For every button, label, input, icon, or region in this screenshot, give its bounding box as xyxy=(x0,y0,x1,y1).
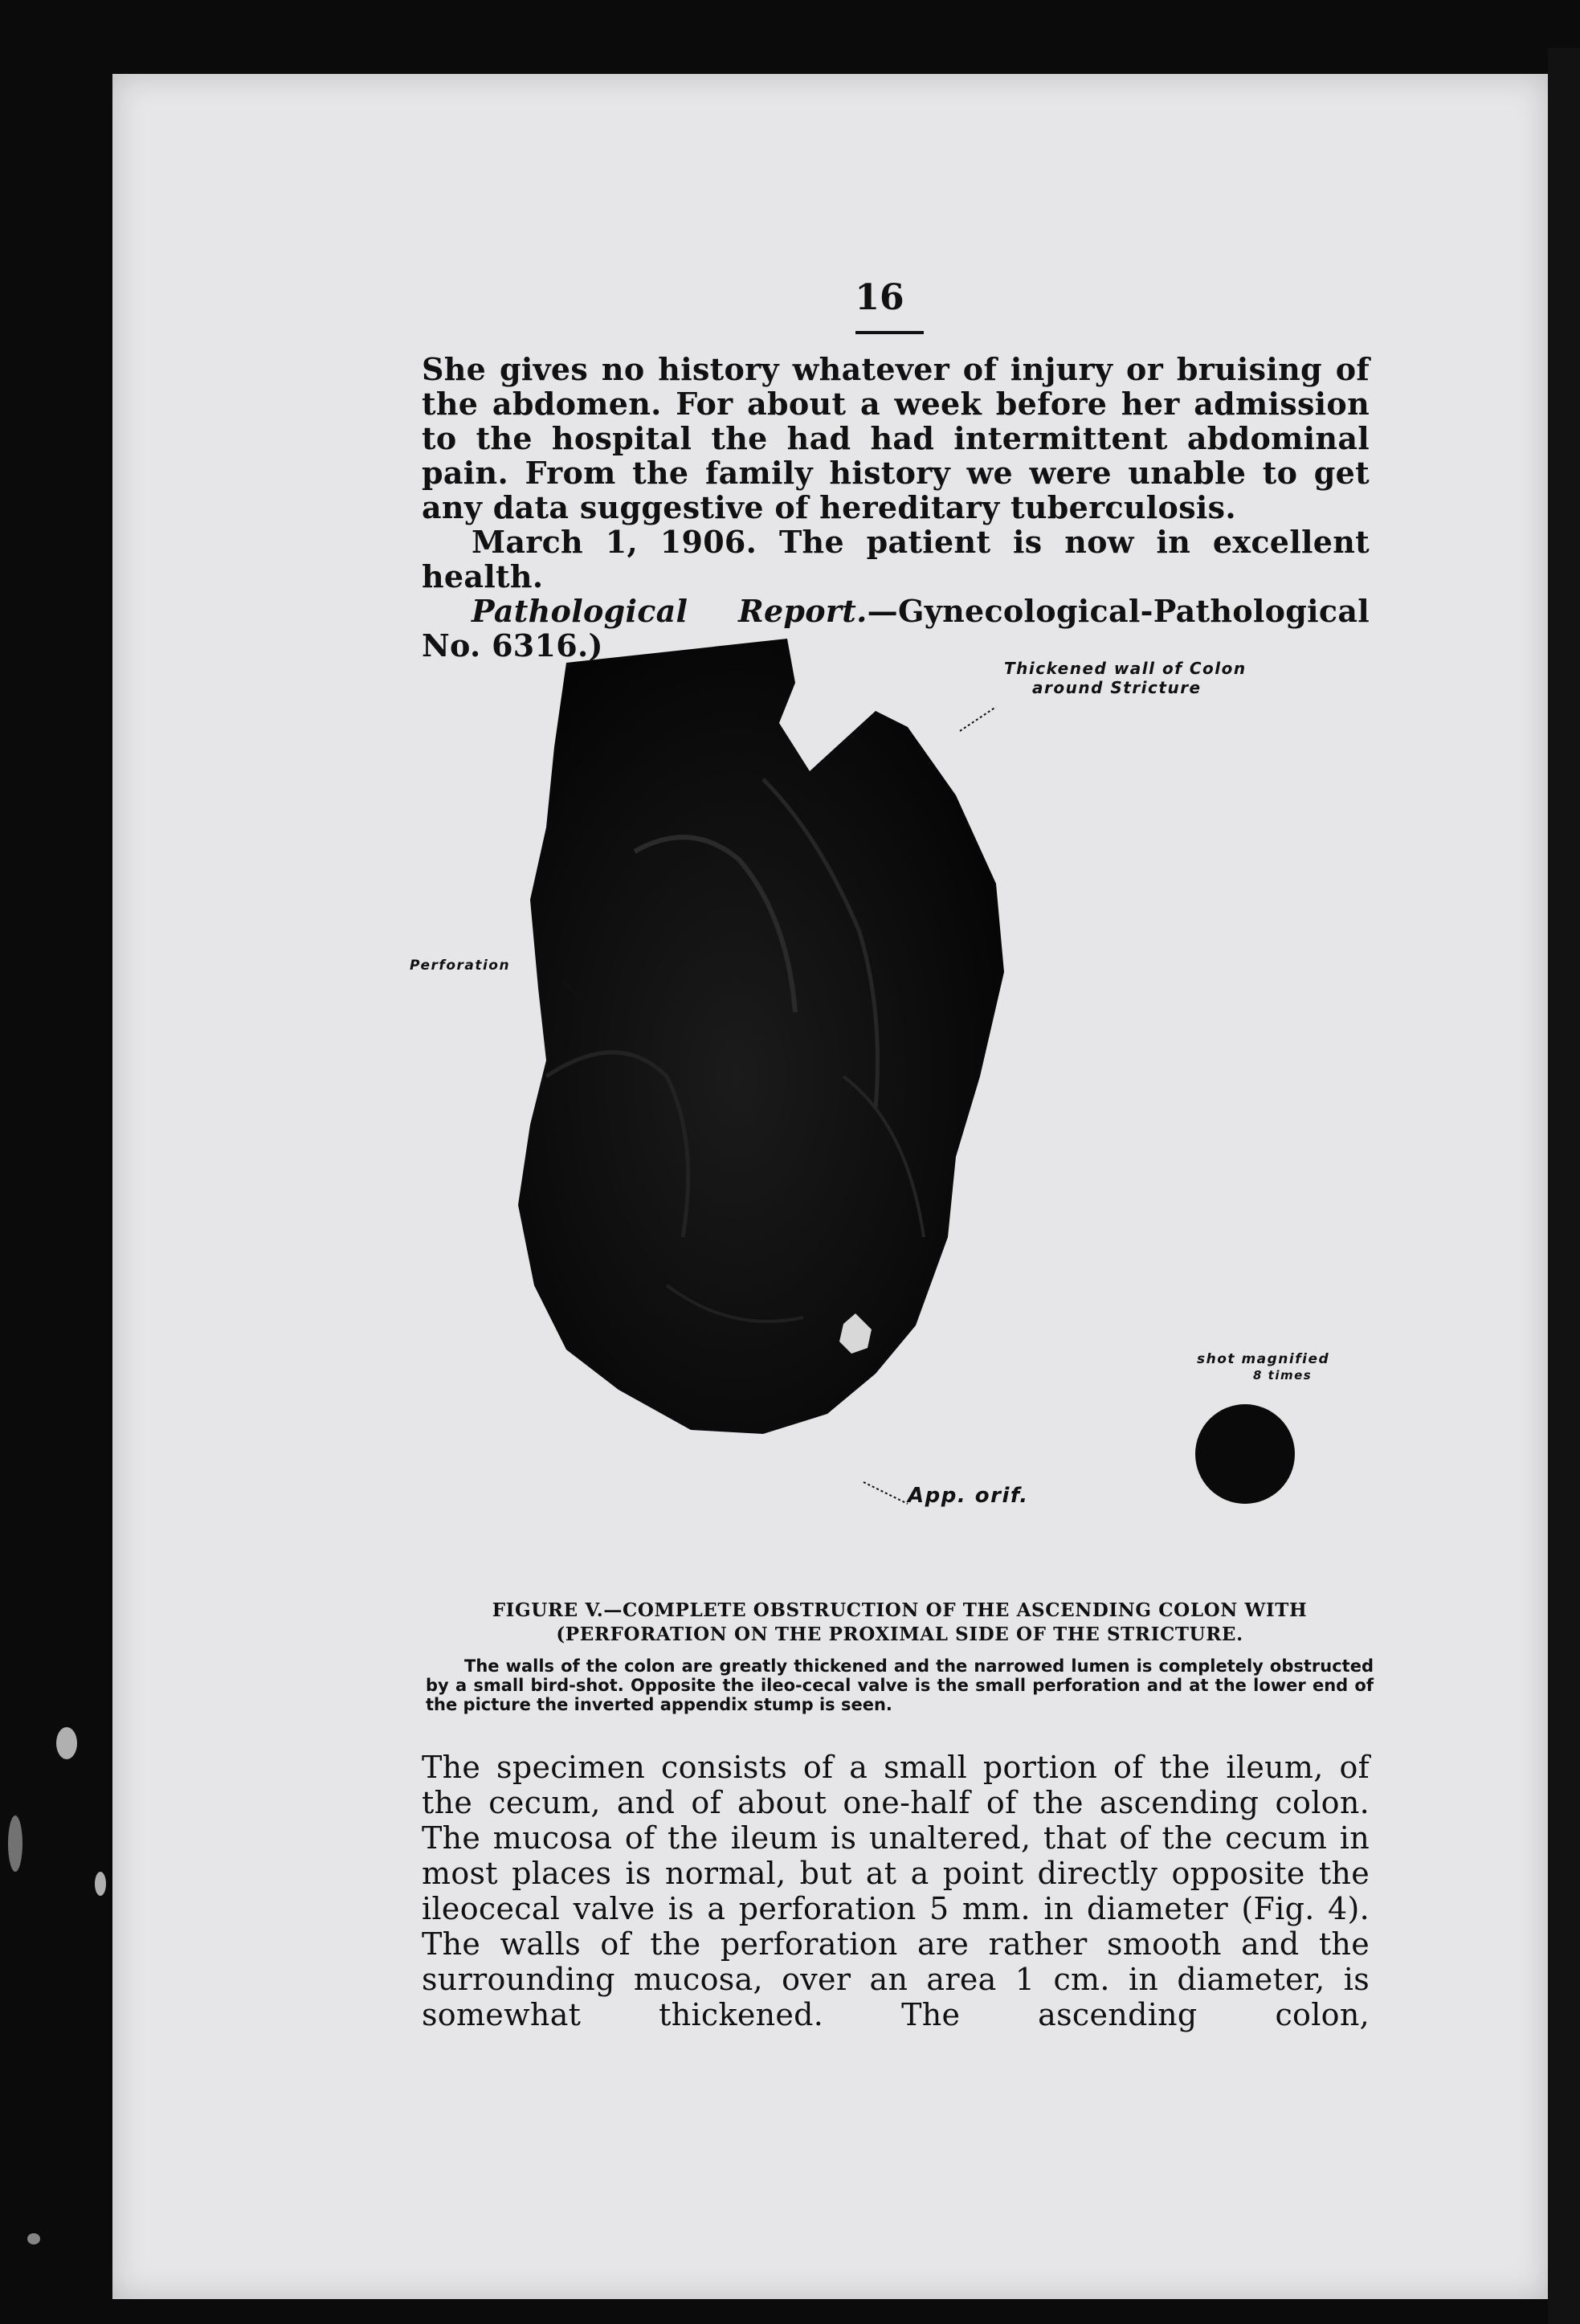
specimen-figure xyxy=(410,627,1374,1583)
colon-specimen xyxy=(518,639,1004,1434)
page-number-rule xyxy=(855,331,924,334)
scan-edge-strip xyxy=(1548,48,1580,2324)
caption-title-line1: FIGURE V.—COMPLETE OBSTRUCTION OF THE ASCENDING COLON WITH xyxy=(492,1599,1308,1621)
opening-paragraph xyxy=(422,352,1370,663)
date-line: March 1, 1906. The patient is now in excellent health. xyxy=(422,524,1370,594)
appendix-pointer xyxy=(863,1482,908,1504)
history-paragraph: She gives no history whatever of injury or bruising of the abdomen. For about a week before her admission to the hospital the had had intermittent abdominal pain. From the family history we were unable to get any data suggestive of hereditary tuberculosis. xyxy=(422,351,1370,525)
page-number: 16 xyxy=(855,277,904,318)
shot-label xyxy=(1197,1350,1329,1382)
specimen-illustration xyxy=(426,627,1374,1583)
perforation-label: Perforation xyxy=(410,958,511,974)
thickened-wall-label-line2: around Stricture xyxy=(1032,678,1202,697)
thickened-wall-label xyxy=(1004,659,1247,697)
caption-description: The walls of the colon are greatly thickened and the narrowed lumen is completely obstructed by a small bird-shot. Opposite the ileo-cecal valve is the small perforation and at the lower end of the picture the inverted appendix stump is seen. xyxy=(426,1656,1374,1714)
figure-caption-title xyxy=(426,1599,1374,1647)
thickened-wall-pointer xyxy=(960,707,996,731)
scan-speck xyxy=(8,1815,22,1872)
shot-label-line2: 8 times xyxy=(1253,1368,1313,1383)
magnified-shot xyxy=(1195,1404,1295,1504)
scan-speck xyxy=(95,1872,106,1896)
scan-speck xyxy=(56,1727,77,1759)
appendix-orifice-label: App. orif. xyxy=(908,1484,1029,1508)
report-label: Pathological Report. xyxy=(472,593,868,629)
shot-label-line1: shot magnified xyxy=(1197,1351,1330,1367)
specimen-description: The specimen consists of a small portion of the ileum, of the cecum, and of about one-half of the ascending colon. The mucosa of the ileum is unaltered, that of the cecum in most places is normal, but at a point directly opposite the ileocecal valve is a perforation 5 mm. in diameter (Fig. 4). The walls of the perforation are rather smooth and the surrounding mucosa, over an area 1 cm. in diameter, is somewhat thickened. The ascending colon, xyxy=(422,1750,1370,2032)
specimen-paragraph xyxy=(422,1750,1370,2032)
thickened-wall-label-line1: Thickened wall of Colon xyxy=(1004,659,1247,678)
caption-title-line2: (PERFORATION ON THE PROXIMAL SIDE OF THE STRICTURE. xyxy=(556,1624,1243,1645)
scan-speck xyxy=(27,2233,40,2244)
figure-caption-body xyxy=(426,1656,1374,1714)
report-number: —Gynecological-Pathological No. 6316.) xyxy=(422,593,1370,664)
